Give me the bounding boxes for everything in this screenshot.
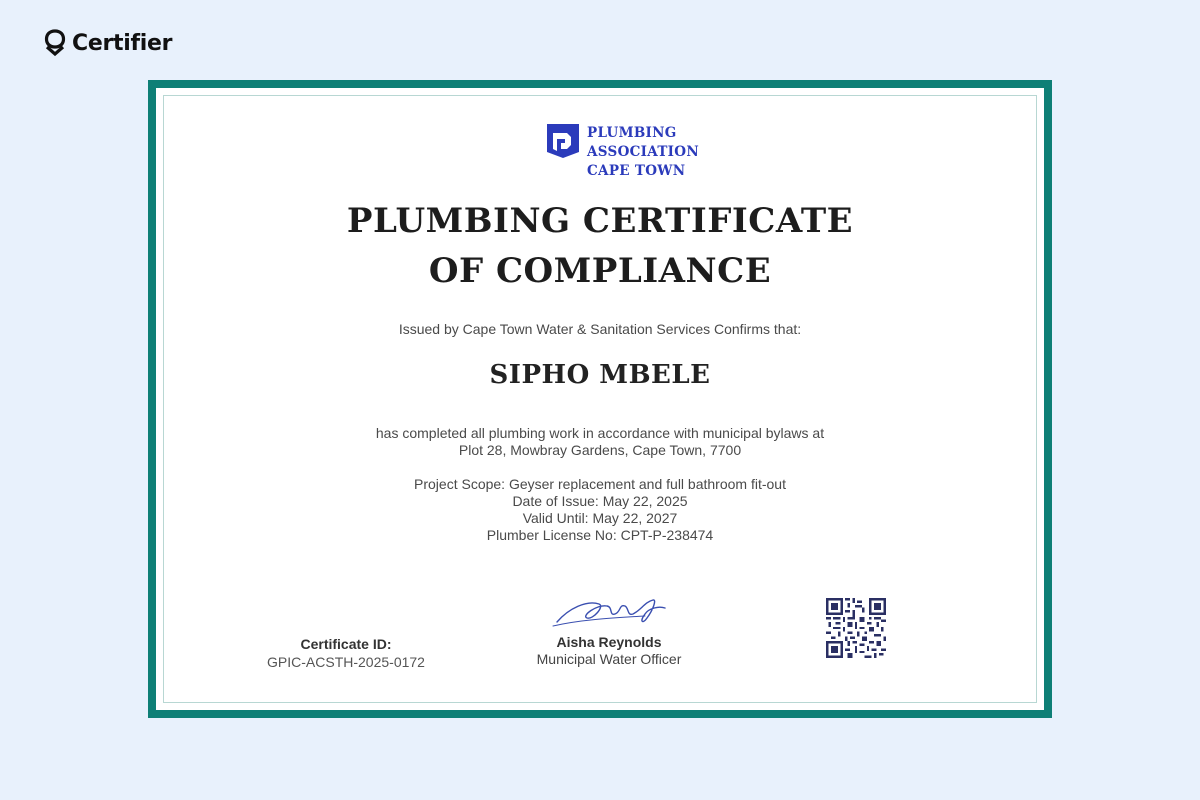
organization-logo bbox=[547, 124, 699, 181]
statement-line: Plot 28, Mowbray Gardens, Cape Town, 7700 bbox=[458, 442, 742, 458]
certificate-details bbox=[164, 476, 1036, 544]
certificate-inner-border bbox=[156, 88, 1044, 710]
certificate-title bbox=[164, 196, 1036, 296]
organization-name-line: ASSOCIATION bbox=[587, 144, 699, 160]
certificate-frame bbox=[148, 80, 1052, 718]
plumber-license: Plumber License No: CPT-P-238474 bbox=[486, 527, 714, 543]
issued-by-text: Issued by Cape Town Water & Sanitation Services Confirms that: bbox=[398, 321, 802, 337]
certifier-brand bbox=[44, 28, 172, 58]
certificate-title-line: PLUMBING CERTIFICATE bbox=[346, 201, 854, 241]
organization-name bbox=[587, 124, 699, 181]
certificate-id-block bbox=[246, 635, 446, 671]
organization-name-line: PLUMBING bbox=[587, 125, 677, 141]
valid-until: Valid Until: May 22, 2027 bbox=[522, 510, 678, 526]
organization-name-line: CAPE TOWN bbox=[587, 163, 686, 179]
certificate-paper bbox=[163, 95, 1037, 703]
certifier-logo-icon bbox=[44, 28, 66, 58]
certificate-title-line: OF COMPLIANCE bbox=[428, 251, 772, 291]
qr-code bbox=[826, 598, 886, 663]
compliance-statement bbox=[164, 425, 1036, 459]
qr-code-icon bbox=[826, 598, 886, 658]
signature-block bbox=[519, 596, 699, 668]
plumbing-association-logo-icon bbox=[547, 124, 579, 158]
recipient-name: SIPHO MBELE bbox=[489, 360, 711, 390]
signature-icon bbox=[549, 596, 669, 628]
project-scope: Project Scope: Geyser replacement and full bathroom fit-out bbox=[414, 476, 786, 492]
certificate-id-label: Certificate ID: bbox=[300, 636, 392, 652]
certificate-id-value: GPIC-ACSTH-2025-0172 bbox=[267, 654, 425, 670]
signer-title: Municipal Water Officer bbox=[536, 651, 682, 667]
date-of-issue: Date of Issue: May 22, 2025 bbox=[512, 493, 688, 509]
signer-name: Aisha Reynolds bbox=[556, 634, 662, 650]
certifier-brand-name: Certifier bbox=[72, 30, 173, 56]
statement-line: has completed all plumbing work in accordance with municipal bylaws at bbox=[375, 425, 825, 441]
